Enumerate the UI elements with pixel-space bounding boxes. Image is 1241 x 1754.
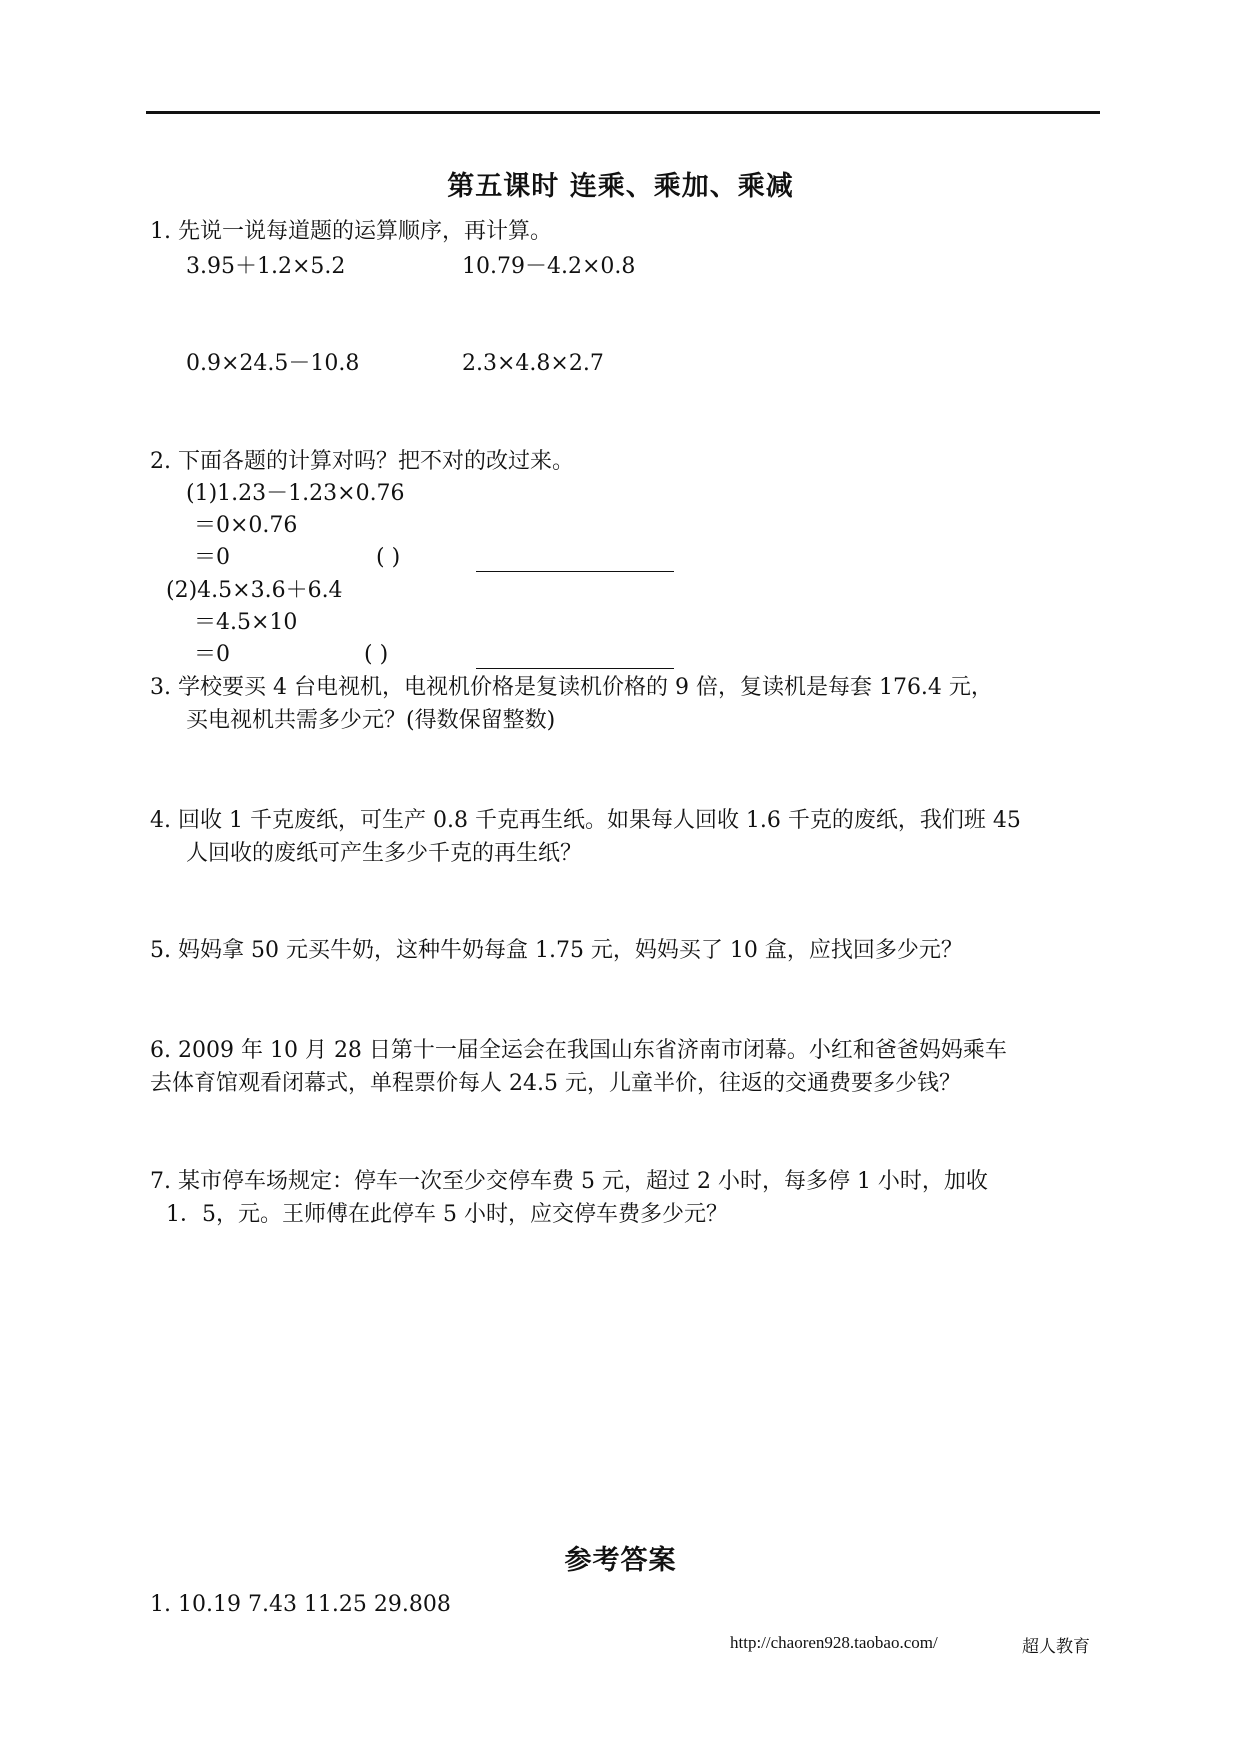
- q6-line1: 6. 2009 年 10 月 28 日第十一届全运会在我国山东省济南市闭幕。小红和爸爸妈妈乘车: [150, 1038, 1007, 1063]
- q2-part1-line1: (1)1.23－1.23×0.76: [186, 481, 405, 506]
- q1-expression-a: 3.95＋1.2×5.2: [186, 254, 346, 279]
- q2-part1-line2: ＝0×0.76: [194, 513, 298, 538]
- top-rule: [146, 111, 1100, 114]
- answers-line1: 1. 10.19 7.43 11.25 29.808: [150, 1592, 451, 1617]
- q6-line2: 去体育馆观看闭幕式，单程票价每人 24.5 元，儿童半价，往返的交通费要多少钱？: [150, 1071, 961, 1096]
- q2-part1-correction-blank[interactable]: [476, 571, 674, 572]
- q2-prompt: 2. 下面各题的计算对吗？把不对的改过来。: [150, 449, 574, 474]
- q2-part2-correction-blank[interactable]: [476, 668, 674, 669]
- q3-line2: 买电视机共需多少元？(得数保留整数): [186, 708, 556, 733]
- q2-part2-line1: (2)4.5×3.6＋6.4: [166, 578, 343, 603]
- q4-line2: 人回收的废纸可产生多少千克的再生纸？: [186, 841, 583, 866]
- q2-part2-judgement-parens[interactable]: ( ): [364, 642, 389, 667]
- q2-part1-judgement-parens[interactable]: ( ): [376, 545, 401, 570]
- q2-part2-line3: ＝0: [194, 642, 230, 667]
- q5-line1: 5. 妈妈拿 50 元买牛奶，这种牛奶每盒 1.75 元，妈妈买了 10 盒，应找回多少元？: [150, 938, 963, 963]
- q1-expression-b: 10.79－4.2×0.8: [462, 254, 636, 279]
- q1-expression-c: 0.9×24.5－10.8: [186, 351, 360, 376]
- answers-title: 参考答案: [564, 1545, 677, 1576]
- q7-line2: 1．5，元。王师傅在此停车 5 小时，应交停车费多少元？: [166, 1202, 728, 1227]
- q4-line1: 4. 回收 1 千克废纸，可生产 0.8 千克再生纸。如果每人回收 1.6 千克的废纸，我们班 45: [150, 808, 1021, 833]
- q3-line1: 3. 学校要买 4 台电视机，电视机价格是复读机价格的 9 倍，复读机是每套 176.4 元，: [150, 675, 993, 700]
- page-title: 第五课时 连乘、乘加、乘减: [447, 171, 794, 202]
- q2-part1-line3: ＝0: [194, 545, 230, 570]
- q2-part2-line2: ＝4.5×10: [194, 610, 298, 635]
- footer-brand: 超人教育: [1022, 1637, 1090, 1657]
- footer-url: http://chaoren928.taobao.com/: [730, 1633, 938, 1652]
- q1-prompt: 1. 先说一说每道题的运算顺序，再计算。: [150, 219, 552, 244]
- q7-line1: 7. 某市停车场规定：停车一次至少交停车费 5 元，超过 2 小时，每多停 1 小时，加收: [150, 1169, 988, 1194]
- q1-expression-d: 2.3×4.8×2.7: [462, 351, 604, 376]
